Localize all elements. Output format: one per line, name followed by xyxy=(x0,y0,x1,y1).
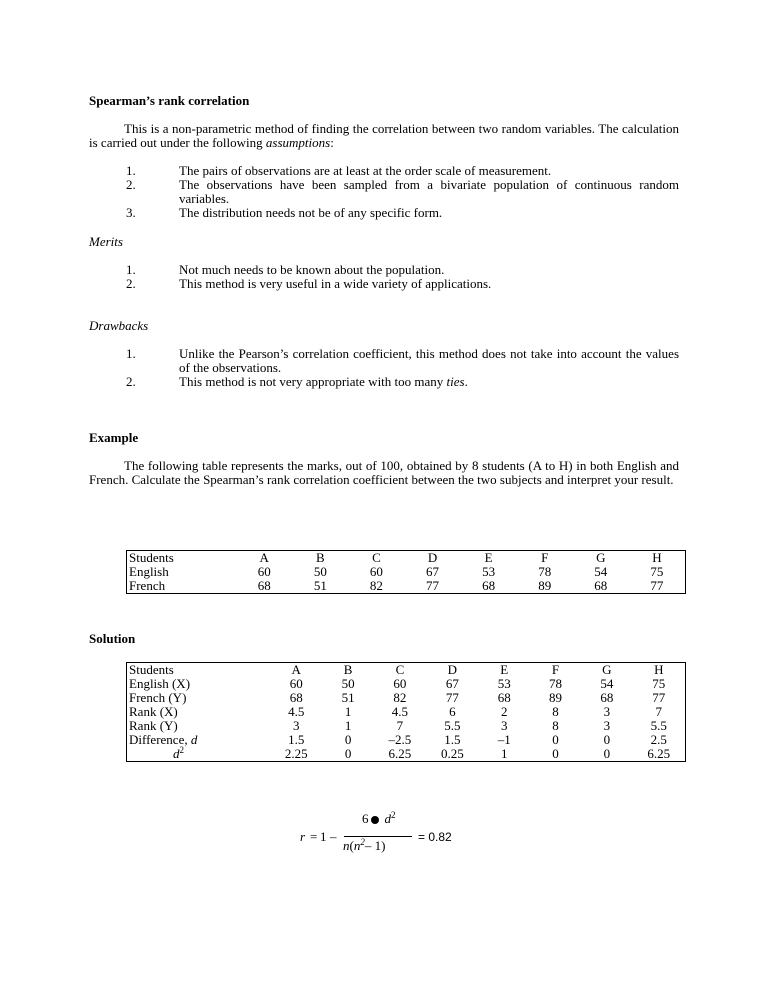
formula-numerator xyxy=(362,812,396,826)
intro-text-after: : xyxy=(330,135,334,150)
row-label-text: Students xyxy=(129,550,174,565)
list-text: This method is very useful in a wide variety of applications. xyxy=(179,276,492,291)
formula-lhs: r xyxy=(300,829,306,844)
table-cell: 77 xyxy=(650,578,664,593)
table-cell: 3 xyxy=(603,718,611,733)
table-cell: 2 xyxy=(500,704,508,719)
merits-list xyxy=(126,263,679,291)
table-row xyxy=(127,565,686,579)
list-text-before: This method is not very appropriate with too many xyxy=(179,374,447,389)
drawbacks-heading: Drawbacks xyxy=(89,318,149,333)
table-cell: 1.5 xyxy=(288,732,305,747)
table-cell: 0 xyxy=(552,746,559,761)
table-cell: 0 xyxy=(603,746,611,761)
table-cell: 89 xyxy=(538,578,552,593)
list-text: Not much needs to be known about the population. xyxy=(179,262,445,277)
table-cell: 53 xyxy=(482,564,496,579)
table-cell: B xyxy=(315,550,325,565)
row-label xyxy=(127,705,271,719)
table-cell: 68 xyxy=(289,690,303,705)
row-label xyxy=(127,663,271,678)
table-cell: 68 xyxy=(482,578,496,593)
table-cell: C xyxy=(395,662,405,677)
list-number: 2. xyxy=(126,374,136,389)
table-cell: 2.25 xyxy=(284,746,308,761)
table-cell: H xyxy=(654,662,664,677)
row-label-text: Difference, xyxy=(129,732,191,747)
intro-paragraph xyxy=(89,122,679,150)
table-cell: 50 xyxy=(341,676,355,691)
row-label xyxy=(127,747,271,762)
table-cell: 50 xyxy=(313,564,327,579)
table-cell: 0 xyxy=(344,746,352,761)
row-label-text: Rank (Y) xyxy=(129,718,178,733)
table-cell: E xyxy=(484,550,493,565)
table-cell: A xyxy=(291,662,301,677)
table-cell: –2.5 xyxy=(388,732,412,747)
solution-table-body xyxy=(127,663,686,762)
example-table-body xyxy=(127,551,686,594)
list-number: 2. xyxy=(126,276,136,291)
list-item xyxy=(126,263,679,277)
example-heading: Example xyxy=(89,430,139,445)
table-cell: 51 xyxy=(341,690,355,705)
table-cell: 0 xyxy=(603,732,611,747)
intro-text-before: This is a non-parametric method of finding the correlation between two random variables. The calculation is carried out under the following xyxy=(89,121,679,150)
table-row xyxy=(127,663,686,678)
table-cell: –1 xyxy=(497,732,511,747)
table-cell: 5.5 xyxy=(650,718,667,733)
table-cell: 1 xyxy=(344,718,352,733)
row-label-text: French (Y) xyxy=(129,690,187,705)
page-title: Spearman’s rank correlation xyxy=(89,93,250,108)
list-text-after: . xyxy=(464,374,468,389)
table-cell: 54 xyxy=(600,676,614,691)
list-text: The observations have been sampled from a bivariate population of continuous random variables. xyxy=(179,177,679,206)
row-label-text: English (X) xyxy=(129,676,191,691)
formula-denominator xyxy=(343,839,385,853)
row-label xyxy=(127,551,237,566)
table-cell: 77 xyxy=(445,690,459,705)
table-cell: E xyxy=(500,662,509,677)
list-text: Unlike the Pearson’s correlation coefficient, this method does not take into account the values of the observations. xyxy=(179,346,679,375)
list-text: The pairs of observations are at least at the order scale of measurement. xyxy=(179,163,552,178)
formula-den-n2: n xyxy=(353,838,361,853)
formula-den-open: ( xyxy=(349,838,354,853)
table-cell: 0.25 xyxy=(440,746,464,761)
table-cell: 82 xyxy=(369,578,383,593)
example-text: The following table represents the marks, out of 100, obtained by 8 students (A to H) in both English and French. Calculate the Spearman’s rank correlation coefficient between the two subjects and interpret your result. xyxy=(89,458,679,487)
row-label xyxy=(127,733,271,747)
solution-table xyxy=(126,662,686,762)
table-cell: 4.5 xyxy=(288,704,305,719)
table-cell: 0 xyxy=(552,732,559,747)
table-cell: 4.5 xyxy=(391,704,409,719)
row-label-text: French xyxy=(129,578,166,593)
table-cell: 53 xyxy=(497,676,511,691)
table-row xyxy=(127,705,686,719)
list-number: 1. xyxy=(126,163,136,178)
table-cell: D xyxy=(427,550,438,565)
list-text: The distribution needs not be of any specific form. xyxy=(179,205,443,220)
drawbacks-list xyxy=(126,347,679,389)
list-item xyxy=(126,277,679,291)
row-label-text: Rank (X) xyxy=(129,704,178,719)
table-cell: B xyxy=(343,662,353,677)
table-cell: 1 xyxy=(344,704,352,719)
table-cell: 1.5 xyxy=(444,732,461,747)
table-cell: 3 xyxy=(603,704,611,719)
table-cell: 78 xyxy=(549,676,563,691)
table-row xyxy=(127,677,686,691)
table-cell: 67 xyxy=(426,564,440,579)
table-cell: 7 xyxy=(396,718,404,733)
list-text-emphasis: ties xyxy=(446,374,465,389)
table-cell: 82 xyxy=(393,690,407,705)
table-cell: 6.25 xyxy=(388,746,412,761)
table-cell: 60 xyxy=(369,564,383,579)
table-cell: C xyxy=(372,550,381,565)
list-number: 1. xyxy=(126,262,136,277)
table-cell: 77 xyxy=(426,578,440,593)
table-cell: 3 xyxy=(500,718,508,733)
table-cell: 67 xyxy=(445,676,459,691)
table-cell: 75 xyxy=(652,676,666,691)
list-number: 2. xyxy=(126,177,136,192)
merits-heading: Merits xyxy=(89,234,123,249)
table-cell: 8 xyxy=(552,704,559,719)
row-label xyxy=(127,691,271,705)
row-label-text: Students xyxy=(129,662,174,677)
table-cell: A xyxy=(259,550,269,565)
table-cell: 68 xyxy=(600,690,614,705)
sum-symbol-icon xyxy=(371,816,379,824)
formula-den-sup: 2 xyxy=(360,837,365,847)
formula-one: 1 xyxy=(320,829,327,844)
formula-den-rest: – 1) xyxy=(364,838,386,853)
list-item xyxy=(126,178,679,206)
table-cell: 2.5 xyxy=(650,732,667,747)
formula-six: 6 xyxy=(362,811,369,826)
table-cell: 78 xyxy=(538,564,552,579)
row-label xyxy=(127,677,271,691)
table-cell: 6 xyxy=(449,704,456,719)
row-label-text: English xyxy=(129,564,169,579)
row-label-text: d xyxy=(173,746,180,761)
row-label-var: d xyxy=(190,732,198,747)
table-cell: 54 xyxy=(594,564,608,579)
table-cell: 75 xyxy=(650,564,664,579)
fraction-bar xyxy=(344,836,412,837)
row-label-sup: 2 xyxy=(179,745,184,755)
table-cell: F xyxy=(551,662,560,677)
table-row xyxy=(127,551,686,566)
table-cell: 68 xyxy=(257,578,271,593)
table-cell: 60 xyxy=(393,676,407,691)
formula-minus: – xyxy=(330,829,337,844)
table-cell: 8 xyxy=(552,718,559,733)
table-row xyxy=(127,719,686,733)
formula-den-n: n xyxy=(343,838,350,853)
formula-equals: = xyxy=(310,829,318,844)
table-cell: 7 xyxy=(655,704,663,719)
list-item xyxy=(126,206,679,220)
table-cell: 60 xyxy=(257,564,271,579)
intro-emphasis: assumptions xyxy=(265,135,331,150)
formula-num-sup: 2 xyxy=(391,810,396,820)
table-cell: 60 xyxy=(289,676,303,691)
row-label xyxy=(127,565,237,579)
table-cell: 3 xyxy=(292,718,300,733)
table-row xyxy=(127,579,686,594)
table-cell: 1 xyxy=(500,746,508,761)
list-number: 3. xyxy=(126,205,136,220)
list-item xyxy=(126,347,679,375)
example-table xyxy=(126,550,686,594)
table-cell: D xyxy=(447,662,458,677)
table-cell: 68 xyxy=(594,578,608,593)
row-label xyxy=(127,719,271,733)
list-number: 1. xyxy=(126,346,136,361)
solution-heading: Solution xyxy=(89,631,136,646)
table-cell: 68 xyxy=(497,690,511,705)
row-label xyxy=(127,579,237,594)
table-row xyxy=(127,691,686,705)
table-row xyxy=(127,733,686,747)
table-cell: G xyxy=(602,662,612,677)
table-cell: 51 xyxy=(313,578,327,593)
table-row xyxy=(127,747,686,762)
table-cell: G xyxy=(596,550,606,565)
spearman-formula xyxy=(300,812,560,862)
formula-num-d: d xyxy=(384,811,391,826)
table-cell: 6.25 xyxy=(647,746,671,761)
table-cell: 89 xyxy=(549,690,563,705)
table-cell: H xyxy=(652,550,662,565)
list-item xyxy=(126,375,679,389)
example-paragraph xyxy=(89,459,679,487)
formula-result: = 0.82 xyxy=(418,830,452,844)
table-cell: F xyxy=(541,550,549,565)
list-item xyxy=(126,164,679,178)
assumptions-list xyxy=(126,164,679,220)
table-cell: 5.5 xyxy=(444,718,461,733)
table-cell: 0 xyxy=(344,732,352,747)
table-cell: 77 xyxy=(652,690,666,705)
